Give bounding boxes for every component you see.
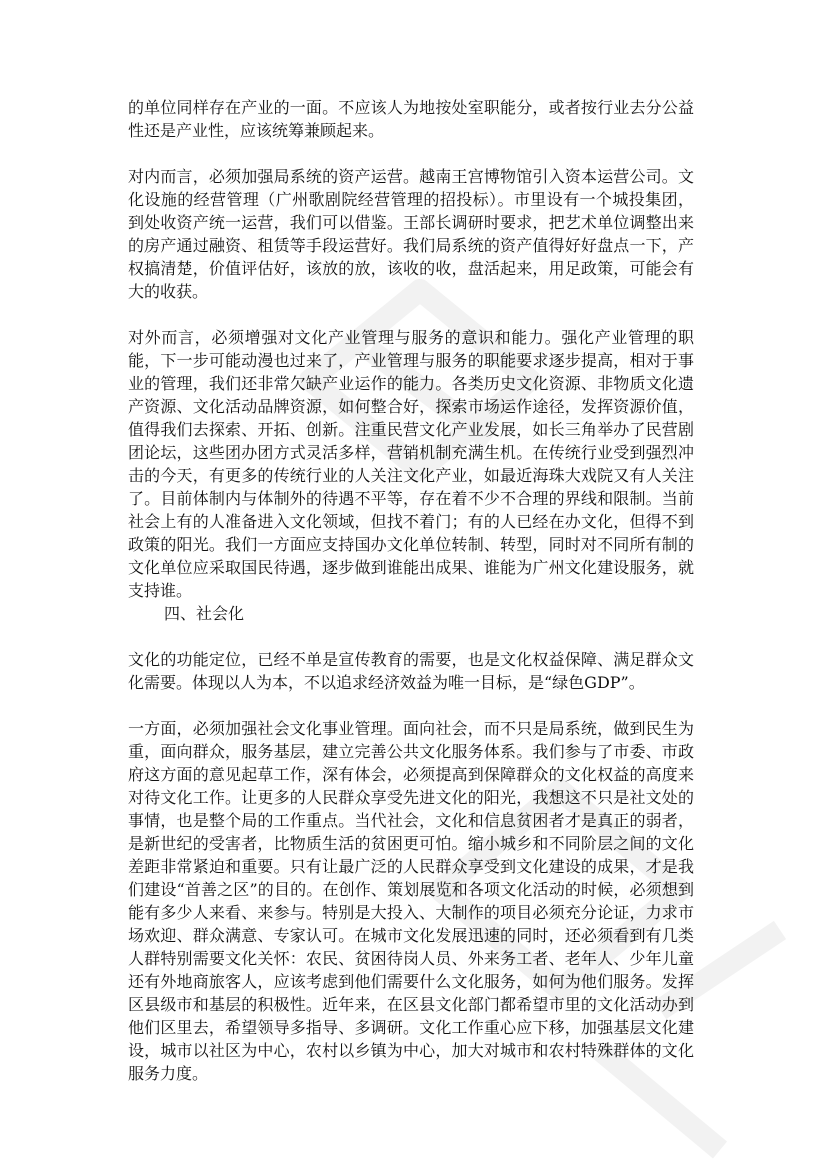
- paragraph-5: 一方面，必须加强社会文化事业管理。面向社会，而不只是局系统，做到民生为重，面向群众，服务基层，建立完善公共文化服务体系。我们参与了市委、市政府这方面的意见起草工作，深有体会，必须提高到保障群众的文化权益的高度来对待文化工作。让更多的人民群众享受先进文化的阳光，我想这不只是社文处的事情，也是整个局的工作重点。当代社会，文化和信息贫困者才是真正的弱者，是新世纪的受害者，比物质生活的贫困更可怕。缩小城乡和不同阶层之间的文化差距非常紧迫和重要。只有让最广泛的人民群众享受到文化建设的成果，才是我们建设“首善之区”的目的。在创作、策划展览和各项文化活动的时候，必须想到能有多少人来看、来参与。特别是大投入、大制作的项目必须充分论证，力求市场欢迎、群众满意、专家认可。在城市文化发展迅速的同时，还必须看到有几类人群特别需要文化关怀：农民、贫困待岗人员、外来务工者、老年人、少年儿童还有外地商旅客人，应该考虑到他们需要什么文化服务，如何为他们服务。发挥区县级市和基层的积极性。近年来，在区县文化部门都希望市里的文化活动办到他们区里去，希望领导多指导、多调研。文化工作重心应下移，加强基层文化建设，城市以社区为中心，农村以乡镇为中心，加大对城市和农村特殊群体的文化服务力度。: [128, 719, 694, 1083]
- paragraph-3: 对外而言，必须增强对文化产业管理与服务的意识和能力。强化产业管理的职能，下一步可能动漫也过来了，产业管理与服务的职能要求逐步提高，相对于事业的管理，我们还非常欠缺产业运作的能力。各类历史文化资源、非物质文化遗产资源、文化活动品牌资源，如何整合好，探索市场运作途径，发挥资源价值，值得我们去探索、开拓、创新。注重民营文化产业发展，如长三角举办了民营剧团论坛，这些团办团方式灵活多样，营销机制充满生机。在传统行业受到强烈冲击的今天，有更多的传统行业的人关注文化产业，如最近海珠大戏院又有人关注了。目前体制内与体制外的待遇不平等，存在着不少不合理的界线和限制。当前社会上有的人准备进入文化领域，但找不着门；有的人已经在办文化，但得不到政策的阳光。我们一方面应支持国办文化单位转制、转型，同时对不同所有制的文化单位应采取国民待遇，逐步做到谁能出成果、谁能为广州文化建设服务，就支持谁。: [128, 328, 694, 600]
- paragraph-2: 对内而言，必须加强局系统的资产运营。越南王宫博物馆引入资本运营公司。文化设施的经营管理（广州歌剧院经营管理的招投标）。市里设有一个城投集团，到处收资产统一运营，我们可以借鉴。王部长调研时要求，把艺术单位调整出来的房产通过融资、租赁等手段运营好。我们局系统的资产值得好好盘点一下，产权搞清楚，价值评估好，该放的放，该收的收，盘活起来，用足政策，可能会有大的收获。: [128, 167, 694, 301]
- document-body: [128, 96, 694, 1085]
- paragraph-spacer: [128, 694, 694, 717]
- paragraph-spacer: [128, 625, 694, 648]
- paragraph-spacer: [128, 142, 694, 165]
- section-heading-4: 四、社会化: [164, 604, 245, 623]
- paragraph-4: 文化的功能定位，已经不单是宣传教育的需要，也是文化权益保障、满足群众文化需要。体现以人为本，不以追求经济效益为唯一目标，是“绿色GDP”。: [128, 650, 694, 692]
- paragraph-spacer: [128, 303, 694, 326]
- paragraph-1: 的单位同样存在产业的一面。不应该人为地按处室职能分，或者按行业去分公益性还是产业性，应该统筹兼顾起来。: [128, 98, 694, 140]
